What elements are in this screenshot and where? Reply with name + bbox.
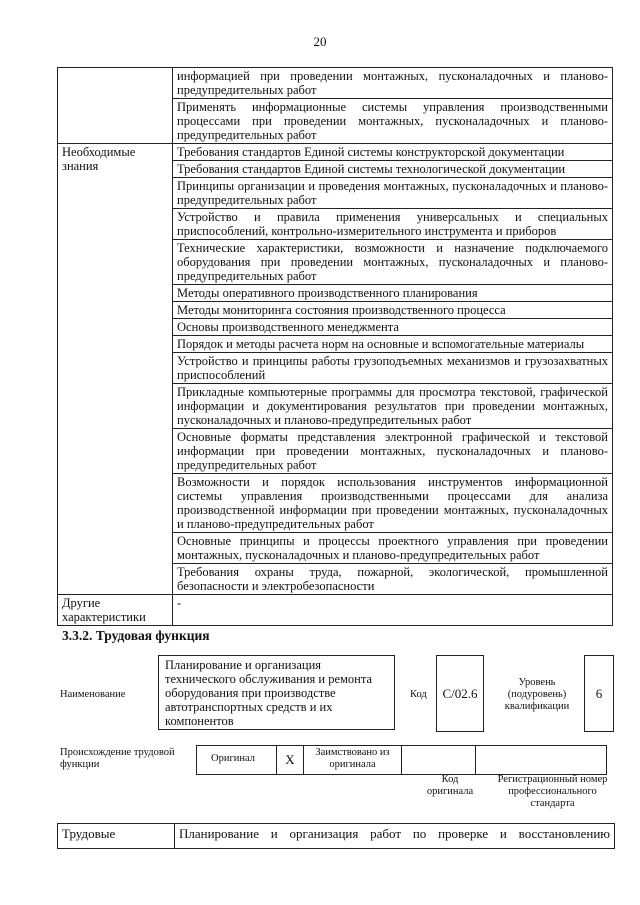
original-mark: X	[277, 746, 304, 774]
code-value-box: C/02.6	[436, 655, 484, 732]
table-cell: Основы производственного менеджмента	[173, 319, 613, 336]
table-cell: Устройство и принципы работы грузоподъемных механизмов и грузозахватных приспособлений	[173, 353, 613, 384]
table-cell: -	[173, 595, 613, 626]
table-row	[58, 144, 613, 161]
row-label	[58, 68, 173, 144]
code-label: Код	[410, 689, 427, 700]
table-row	[58, 68, 613, 99]
original-label: Оригинал	[197, 746, 277, 774]
table-cell: Возможности и порядок использования инструментов информационной системы управления производственными процессами для анализа производственной информации при проведении монтажных, пусконаладочных и планово-предупредительных работ	[173, 474, 613, 533]
table-cell: Прикладные компьютерные программы для просмотра текстовой, графической информации и документирования результатов при проведении монтажных, пусконаладочных и планово-предупредительных работ	[173, 384, 613, 429]
labor-actions-text: Планирование и организация работ по проверке и восстановлению	[179, 826, 610, 841]
knowledge-table	[57, 67, 613, 626]
page-number: 20	[313, 34, 327, 49]
labor-actions-row	[57, 823, 615, 849]
reg-number-label: Регистрационный номер профессионального стандарта	[497, 774, 608, 809]
table-cell: Требования охраны труда, пожарной, экологической, промышленной безопасности и электробезопасности	[173, 564, 613, 595]
table-cell: информацией при проведении монтажных, пусконаладочных и планово-предупредительных работ	[173, 68, 613, 99]
table-cell: Методы оперативного производственного планирования	[173, 285, 613, 302]
table-cell: Технические характеристики, возможности и назначение подключаемого оборудования при проведении монтажных, пусконаладочных и планово-предупредительных работ	[173, 240, 613, 285]
code-original-cell	[402, 746, 476, 774]
row-label: Необходимые знания	[58, 144, 173, 595]
table-cell: Порядок и методы расчета норм на основные и вспомогательные материалы	[173, 336, 613, 353]
reg-number-cell	[476, 746, 606, 774]
origin-row	[196, 745, 607, 775]
table-cell: Методы мониторинга состояния производственного процесса	[173, 302, 613, 319]
table-cell: Устройство и правила применения универсальных и специальных приспособлений, контрольно-измерительного инструмента и приборов	[173, 209, 613, 240]
origin-label: Происхождение трудовой функции	[60, 747, 175, 770]
table-cell: Применять информационные системы управления производственными процессами при проведении монтажных, пусконаладочных и планово-предупредительных работ	[173, 99, 613, 144]
table-cell: Требования стандартов Единой системы конструкторской документации	[173, 144, 613, 161]
row-label: Другие характеристики	[58, 595, 173, 626]
labor-actions-label: Трудовые	[58, 824, 175, 848]
table-cell: Принципы организации и проведения монтажных, пусконаладочных и планово-предупредительных работ	[173, 178, 613, 209]
table-row	[58, 595, 613, 626]
code-original-label: Код оригинала	[426, 774, 474, 797]
table-cell: Основные принципы и процессы проектного управления при проведении монтажных, пусконаладочных и планово-предупредительных работ	[173, 533, 613, 564]
table-cell: Основные форматы представления электронной графической и текстовой информации при проведении монтажных, пусконаладочных и планово-предупредительных работ	[173, 429, 613, 474]
borrowed-label: Заимствовано из оригинала	[304, 746, 402, 774]
level-value-box: 6	[584, 655, 614, 732]
table-cell: Требования стандартов Единой системы технологической документации	[173, 161, 613, 178]
level-label: Уровень (подуровень) квалификации	[504, 677, 570, 712]
function-name-box: Планирование и организация технического обслуживания и ремонта оборудования при производстве автотранспортных средств и их компонентов	[158, 655, 395, 730]
name-label: Наименование	[60, 689, 126, 700]
section-heading: 3.3.2. Трудовая функция	[62, 628, 210, 643]
